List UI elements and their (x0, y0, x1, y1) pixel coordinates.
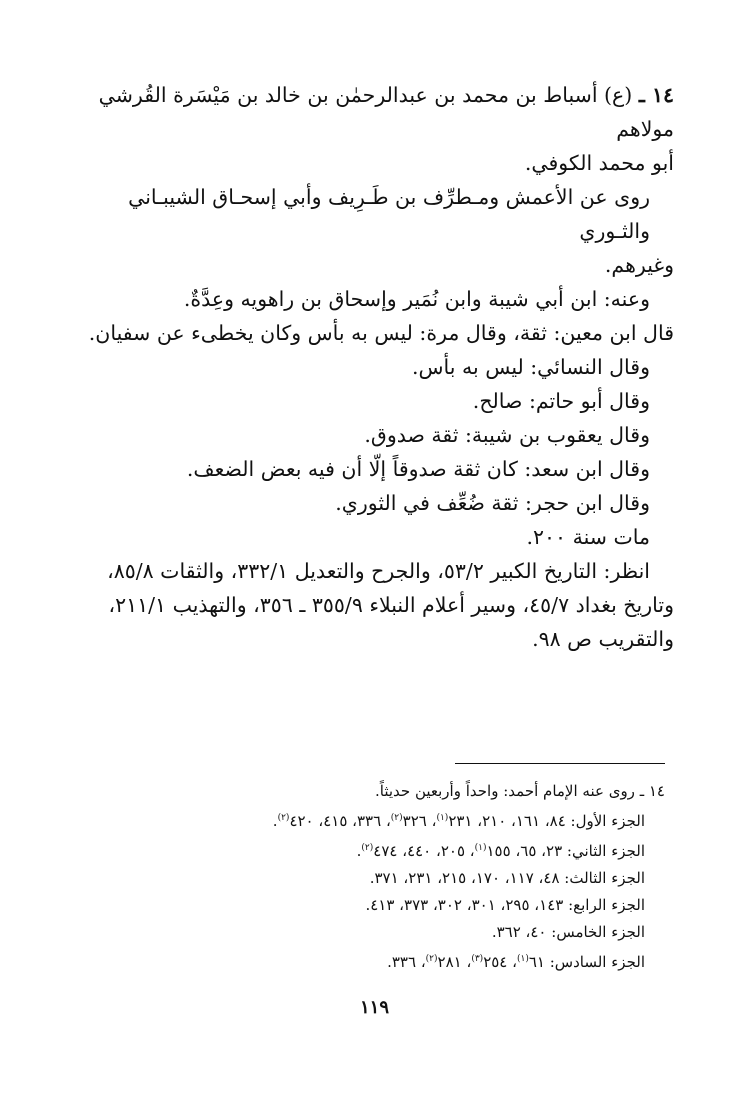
entry-header-text: (ع) أسباط بن محمد بن عبدالرحمٰن بن خالد بن مَيْسَرة القُرشي مولاهم (98, 83, 674, 141)
juz2-text-b: ، ٢٠٥، ٤٤٠، ٤٧٤ (373, 842, 475, 860)
entry-number: ١٤ ـ (638, 83, 674, 107)
nasai-line: وقال النسائي: ليس به بأس. (411, 355, 650, 379)
entry-header-line2: أبو محمد الكوفي. (524, 151, 674, 175)
rawa-line2: وغيرهم. (604, 253, 674, 277)
juz6-text-a: الجزء السادس: ٦١ (528, 953, 645, 971)
juz2-sup-1: (١) (474, 843, 487, 853)
entry-body (70, 78, 674, 656)
footnote-juz2 (85, 835, 665, 865)
juz1-text-d: . (272, 812, 278, 830)
footnote-separator (455, 763, 665, 764)
anhu-line: وعنه: ابن أبي شيبة وابن نُمَير وإسحاق بن راهويه وعِدَّةٌ. (183, 287, 650, 311)
refs-line3: والتقريب ص ٩٨. (532, 627, 674, 651)
juz1-sup-1: (١) (436, 813, 449, 823)
rawa-line1: روى عن الأعمش ومـطرِّف بن طَـرِيف وأبي إسحـاق الشيبـاني والثـوري (128, 185, 650, 243)
juz2-text-c: . (356, 842, 362, 860)
footnote-juz6 (85, 946, 665, 976)
refs-line2: وتاريخ بغداد ٤٥/٧، وسير أعلام النبلاء ٣٥٥/٩ ـ ٣٥٦، والتهذيب ٢١١/١، (108, 593, 674, 617)
juz1-text-a: الجزء الأول: ٨٤، ١٦١، ٢١٠، ٢٣١ (448, 812, 645, 830)
entry-header-line1 (70, 78, 674, 146)
juz6-sup-2: (٣) (471, 954, 484, 964)
juz6-sup-1: (١) (516, 954, 529, 964)
footnotes (85, 778, 665, 976)
refs-line1: انظر: التاريخ الكبير ٥٣/٢، والجرح والتعديل ٣٣٢/١، والثقات ٨٥/٨، (107, 559, 650, 583)
juz6-text-d: ، ٣٣٦. (387, 953, 426, 971)
death-line: مات سنة ٢٠٠. (526, 525, 650, 549)
footnote-intro: ١٤ ـ روى عنه الإمام أحمد: واحداً وأربعين حديثاً. (375, 782, 665, 800)
page-number: ١١٩ (359, 997, 389, 1018)
juz6-text-b: ، ٢٥٤ (483, 953, 517, 971)
abu-hatim-line: وقال أبو حاتم: صالح. (472, 389, 650, 413)
juz1-text-b: ، ٣٢٦ (402, 812, 437, 830)
footnote-juz3: الجزء الثالث: ٤٨، ١١٧، ١٧٠، ٢١٥، ٢٣١، ٣٧١. (369, 869, 645, 887)
ibn-hajar-line: وقال ابن حجر: ثقة ضُعِّف في الثوري. (335, 491, 650, 515)
footnote-juz1 (85, 805, 665, 835)
juz2-text-a: الجزء الثاني: ٢٣، ٦٥، ١٥٥ (486, 842, 645, 860)
ibn-main-line: قال ابن معين: ثقة، وقال مرة: ليس به بأس وكان يخطىء عن سفيان. (88, 321, 674, 345)
juz2-sup-2: (٢) (361, 843, 374, 853)
juz1-sup-2: (٢) (390, 813, 403, 823)
yaqub-line: وقال يعقوب بن شيبة: ثقة صدوق. (364, 423, 650, 447)
footnote-juz5: الجزء الخامس: ٤٠، ٣٦٢. (491, 923, 645, 941)
juz6-text-c: ، ٢٨١ (437, 953, 472, 971)
juz1-text-c: ، ٣٣٦، ٤١٥، ٤٢٠ (289, 812, 391, 830)
footnote-juz4: الجزء الرابع: ١٤٣، ٢٩٥، ٣٠١، ٣٠٢، ٣٧٣، ٤١٣. (365, 896, 645, 914)
ibn-sad-line: وقال ابن سعد: كان ثقة صدوقاً إلّا أن فيه بعض الضعف. (186, 457, 650, 481)
juz1-sup-3: (٢) (277, 813, 290, 823)
juz6-sup-3: (٢) (425, 954, 438, 964)
